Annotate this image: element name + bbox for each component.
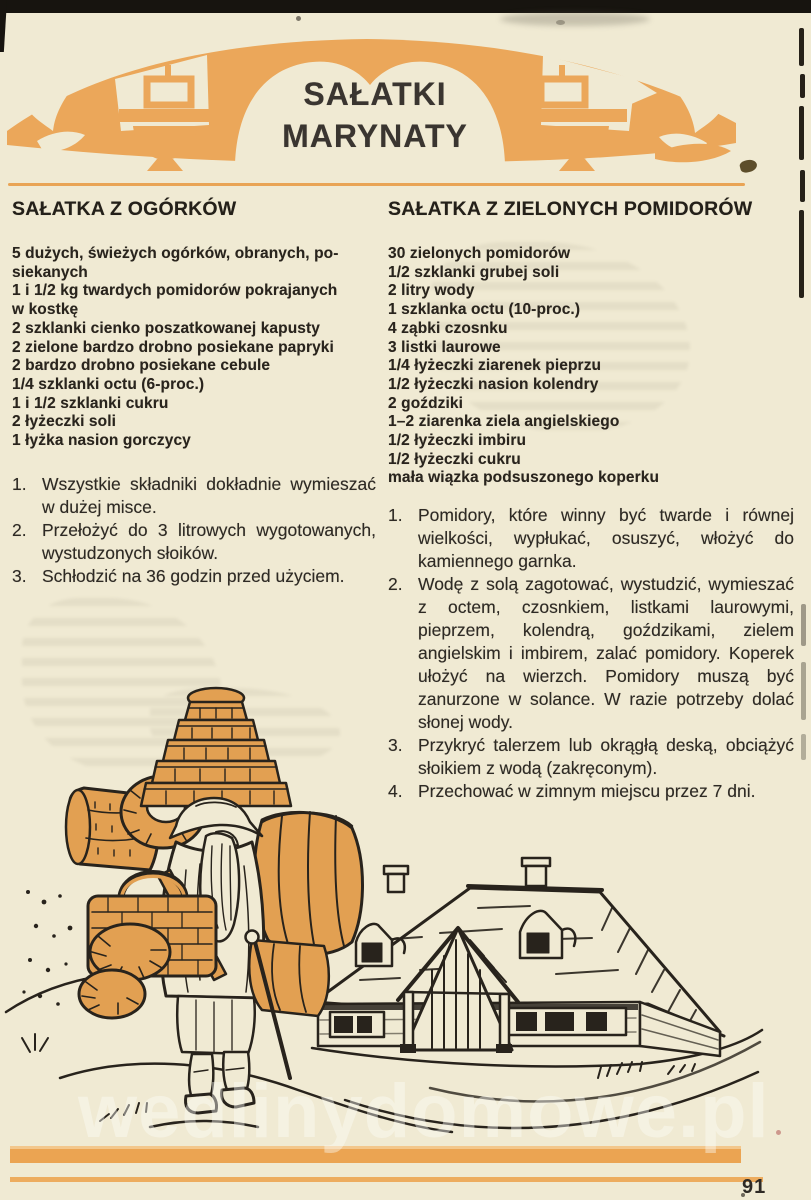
recipe-title: SAŁATKA Z ZIELONYCH POMIDORÓW — [388, 198, 753, 220]
speck — [296, 16, 301, 21]
step — [388, 504, 794, 573]
ingredient-line: mała wiązka podsuszonego koperku — [388, 469, 660, 487]
step-text: Przełożyć do 3 litrowych wygotowanych, wystudzonych słoików. — [42, 519, 376, 563]
page-number: 91 — [742, 1176, 767, 1198]
step — [12, 473, 376, 519]
step-text: Wszystkie składniki dokładnie wymieszać w dużej misce. — [42, 473, 376, 517]
chapter-header — [7, 33, 743, 173]
ingredient-line: 1 łyżka nasion gorczycy — [12, 432, 191, 450]
ingredient-line: 1/2 łyżeczki cukru — [388, 450, 521, 468]
step-number: 4. — [388, 781, 403, 802]
speck — [556, 20, 565, 25]
step-number: 1. — [12, 473, 27, 494]
chapter-title-line2: MARYNATY — [282, 118, 468, 154]
ingredient-line: 2 litry wody — [388, 282, 475, 300]
ingredient-line: 2 goździki — [388, 394, 464, 412]
ingredient-line: 2 łyżeczki soli — [12, 413, 117, 431]
scan-edge-right — [799, 28, 804, 66]
watermark: wedlinydomowe.pl — [78, 1069, 770, 1154]
step — [12, 519, 376, 565]
step-text: Wodę z solą zagotować, wystudzić, wymieszać z octem, czosnkiem, listkami laurowymi, pieprzem, kolendrą, goździkami, zielem angielskim i imbirem, zalać pomidory. Koperek ułożyć na wierzch. Pomidory muszą być zanurzone w solance. W razie potrzeby dolać słonej wody. — [418, 574, 794, 733]
ingredient-line: 30 zielonych pomidorów — [388, 245, 571, 262]
scan-edge-right — [800, 74, 805, 98]
step-number: 3. — [12, 565, 27, 586]
ingredient-line: 1/2 łyżeczki imbiru — [388, 432, 527, 450]
step-list — [12, 473, 376, 588]
recipe-cucumber-salad — [12, 198, 376, 588]
ingredient-line: 1/2 szklanki grubej soli — [388, 263, 560, 281]
ingredient-line: 4 ząbki czosnku — [388, 319, 508, 337]
ingredient-line: 1 szklanka octu (10-proc.) — [388, 301, 581, 319]
recipe-title: SAŁATKA Z OGÓRKÓW — [12, 198, 237, 220]
scan-edge-right — [799, 210, 804, 298]
step — [12, 565, 376, 588]
ingredient-line: 3 listki laurowe — [388, 338, 501, 356]
ingredient-list — [388, 245, 794, 488]
ingredient-line: 1/2 łyżeczki nasion kolendry — [388, 375, 599, 393]
ingredient-line: 2 szklanki cienko poszatkowanej kapusty — [12, 319, 320, 337]
ingredient-line: 1 i 1/2 kg twardych pomidorów pokrajanych — [12, 282, 338, 300]
ingredient-line: 1/4 szklanki octu (6-proc.) — [12, 375, 205, 393]
chapter-title-line1: SAŁATKI — [303, 76, 447, 112]
step-number: 2. — [388, 574, 403, 595]
ingredient-line: 5 dużych, świeżych ogórków, obranych, po- — [12, 245, 339, 262]
header-rule — [8, 183, 745, 186]
scan-edge-top — [0, 0, 811, 13]
ingredient-line: w kostkę — [12, 301, 79, 319]
step-text: Schłodzić na 36 godzin przed użyciem. — [42, 565, 345, 586]
footer-bar-thin — [10, 1177, 763, 1182]
ingredient-line: 1–2 ziarenka ziela angielskiego — [388, 413, 620, 431]
ingredient-line: 2 bardzo drobno posiekane cebule — [12, 357, 271, 375]
ingredient-line: siekanych — [12, 263, 88, 281]
ingredient-line: 1/4 łyżeczki ziarenek pieprzu — [388, 357, 602, 375]
step-number: 2. — [12, 519, 27, 540]
scan-edge-right — [800, 170, 805, 202]
scan-smudge — [500, 12, 650, 26]
ingredient-list — [12, 245, 376, 451]
step-text: Przykryć talerzem lub okrągłą deską, obciążyć słoikiem z wodą (zakręconym). — [418, 735, 794, 779]
step-number: 1. — [388, 505, 403, 526]
step-number: 3. — [388, 735, 403, 756]
step-text: Pomidory, które winny być twarde i równej wielkości, wypłukać, osuszyć, włożyć do kamiennego garnka. — [418, 505, 794, 572]
chapter-title — [235, 73, 515, 157]
ingredient-line: 1 i 1/2 szklanki cukru — [12, 394, 169, 412]
scan-edge-right — [799, 106, 804, 160]
highland-house — [302, 858, 724, 1056]
scan-edge-left — [0, 0, 7, 52]
ingredient-line: 2 zielone bardzo drobno posiekane papryki — [12, 338, 334, 356]
step-text: Przechować w zimnym miejscu przez 7 dni. — [418, 781, 756, 802]
